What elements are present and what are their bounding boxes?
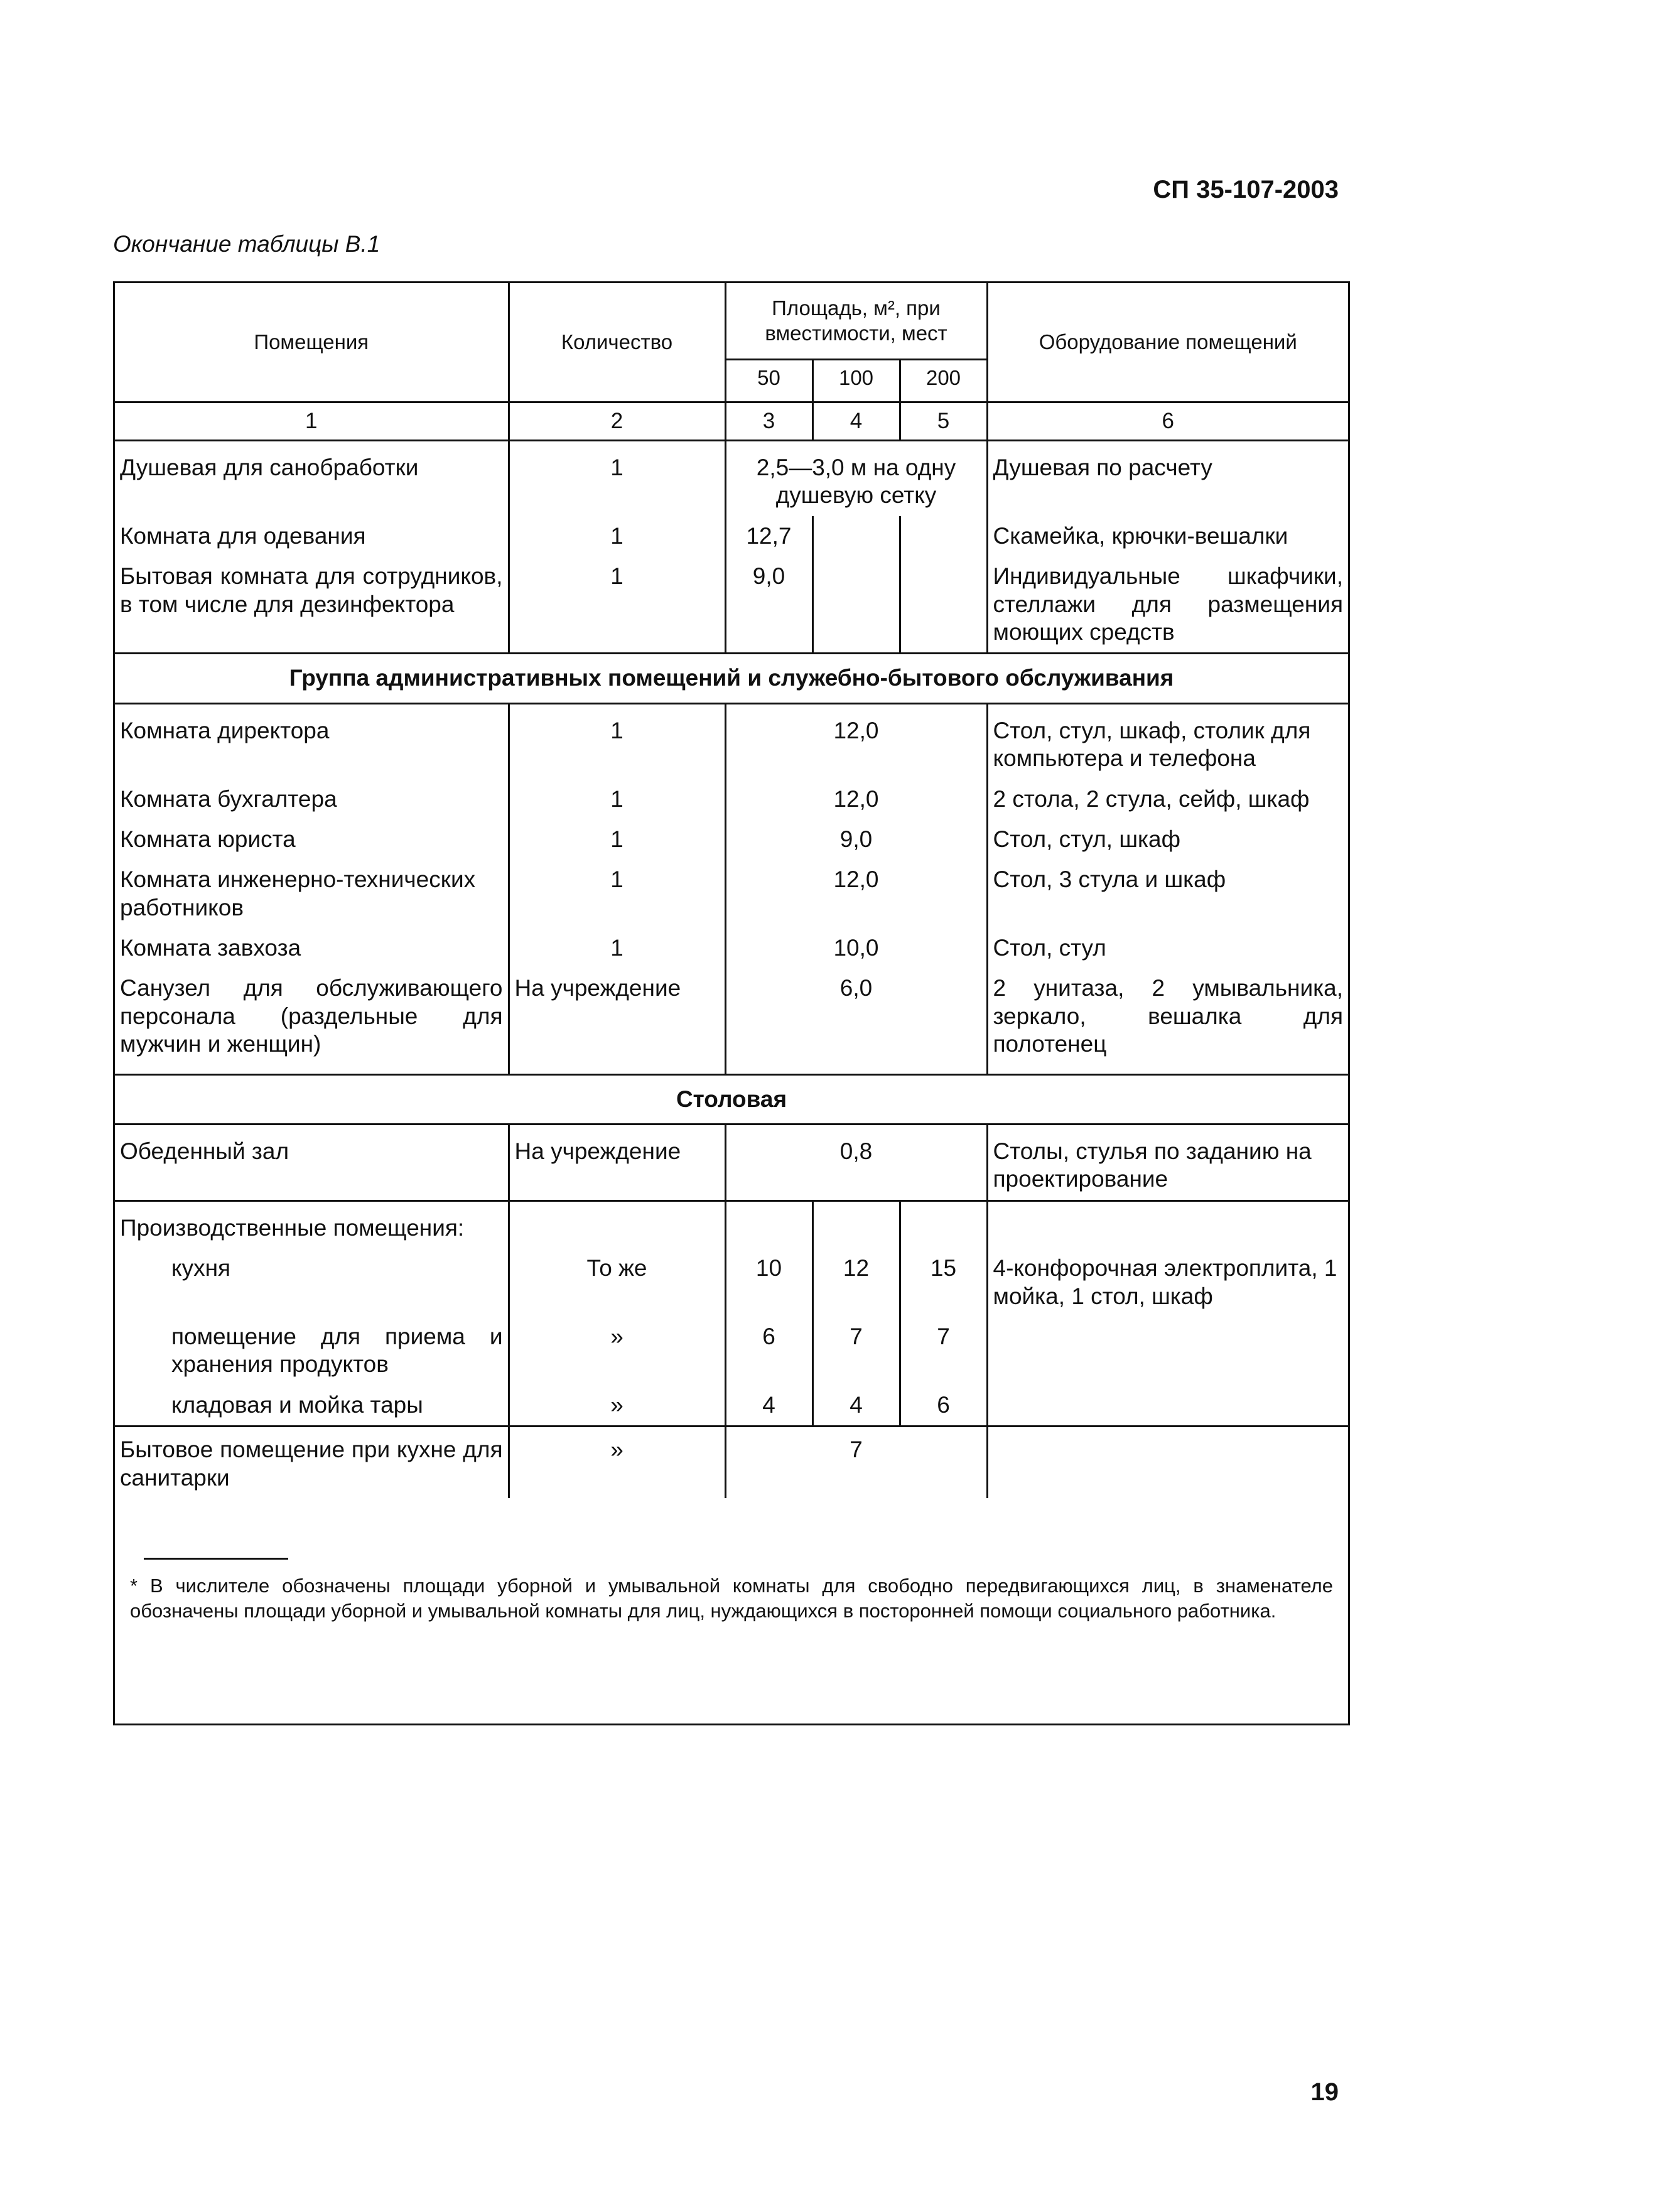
room-area-50: 10 (725, 1248, 812, 1317)
room-name: Комната инженерно-технических работников (120, 866, 476, 920)
room-area: 12,0 (725, 779, 987, 819)
room-area: 9,0 (725, 819, 987, 860)
table-row (115, 441, 1348, 516)
rooms-table (115, 283, 1348, 1498)
room-quantity: 1 (509, 556, 725, 654)
group-row-dining (115, 1074, 1348, 1124)
room-area: 7 (725, 1427, 987, 1498)
room-quantity: 1 (509, 928, 725, 968)
production-label: Производственные помещения: (120, 1214, 465, 1241)
table-row (115, 703, 1348, 779)
room-area-100: 7 (812, 1317, 900, 1385)
room-area-50: 9,0 (725, 556, 812, 654)
room-quantity: 1 (509, 516, 725, 556)
column-number: 5 (900, 402, 987, 441)
room-name: Душевая для санобработки (120, 455, 419, 480)
room-quantity: 1 (509, 703, 725, 779)
column-number: 3 (725, 402, 812, 441)
table-row (115, 968, 1348, 1074)
header-capacity-200: 200 (900, 359, 987, 402)
room-area-50: 12,7 (725, 516, 812, 556)
room-quantity: 1 (509, 779, 725, 819)
room-equipment: Стол, стул (987, 928, 1348, 968)
room-equipment: Скамейка, крючки-вешалки (987, 516, 1348, 556)
room-name: Комната бухгалтера (120, 785, 337, 812)
header-rooms: Помещения (115, 283, 509, 402)
room-quantity: 1 (509, 860, 725, 928)
table-row (115, 779, 1348, 819)
table-row (115, 556, 1348, 654)
group-row-admin (115, 654, 1348, 703)
header-area: Площадь, м², при вместимости, мест (725, 283, 987, 359)
group-heading: Столовая (115, 1074, 1348, 1124)
room-quantity: 1 (509, 441, 725, 516)
room-name: Бытовая комната для сотрудников, в том числе для дезинфектора (115, 556, 509, 654)
room-area-200 (900, 556, 987, 654)
room-area: 0,8 (725, 1125, 987, 1201)
column-number: 2 (509, 402, 725, 441)
room-name: кухня (171, 1255, 231, 1281)
page-number: 19 (1310, 2078, 1339, 2106)
room-name: Санузел для обслуживающего персонала (раздельные для мужчин и женщин) (115, 968, 509, 1074)
room-area: 12,0 (725, 860, 987, 928)
column-numbers-row (115, 402, 1348, 441)
room-area: 12,0 (725, 703, 987, 779)
table-row (115, 1385, 1348, 1427)
room-name: помещение для приема и хранения продуктов (171, 1323, 503, 1378)
room-name: Бытовое помещение при кухне для санитарки (120, 1437, 503, 1491)
table-row (115, 860, 1348, 928)
room-name: Комната юриста (120, 826, 296, 852)
room-area-200: 15 (900, 1248, 987, 1317)
room-area-50: 6 (725, 1317, 812, 1385)
room-name: Обеденный зал (115, 1125, 509, 1201)
column-number: 4 (812, 402, 900, 441)
room-quantity: То же (509, 1248, 725, 1317)
room-area-50: 4 (725, 1385, 812, 1427)
header-equipment: Оборудование помещений (987, 283, 1348, 402)
header-capacity-100: 100 (812, 359, 900, 402)
column-number: 1 (115, 402, 509, 441)
room-quantity: На учреждение (509, 1125, 725, 1201)
room-equipment: Стол, 3 стула и шкаф (987, 860, 1348, 928)
table-row (115, 928, 1348, 968)
room-area-100 (812, 516, 900, 556)
header-capacity-50: 50 (725, 359, 812, 402)
document-code: СП 35-107-2003 (1153, 176, 1339, 203)
column-number: 6 (987, 402, 1348, 441)
table-row (115, 1200, 1348, 1248)
room-area-200 (900, 516, 987, 556)
room-equipment: 2 унитаза, 2 умывальника, зеркало, вешалка для полотенец (987, 968, 1348, 1074)
room-quantity: На учреждение (509, 968, 725, 1074)
table-caption: Окончание таблицы В.1 (113, 231, 380, 257)
room-equipment: Стол, стул, шкаф, столик для компьютера и телефона (987, 703, 1348, 779)
group-heading: Группа административных помещений и служебно-бытового обслуживания (115, 654, 1348, 703)
room-equipment: 2 стола, 2 стула, сейф, шкаф (987, 779, 1348, 819)
room-equipment: Стол, стул, шкаф (987, 819, 1348, 860)
footnote: * В числителе обозначены площади уборной и умывальной комнаты для свободно передвигающихся лиц, в знаменателе обозначены площади уборной и умывальной комнаты для лиц, нуждающихся в посторонней помощи социального работника. (130, 1575, 1333, 1622)
table-row (115, 1125, 1348, 1201)
room-equipment: Индивидуальные шкафчики, стеллажи для размещения моющих средств (987, 556, 1348, 654)
header-quantity: Количество (509, 283, 725, 402)
room-area-200: 6 (900, 1385, 987, 1427)
room-area: 10,0 (725, 928, 987, 968)
room-name: Комната завхоза (120, 935, 301, 961)
room-quantity: » (509, 1385, 725, 1427)
footnote-area (115, 1545, 1348, 1624)
table-row (115, 516, 1348, 556)
room-area: 6,0 (725, 968, 987, 1074)
room-equipment: Столы, стулья по заданию на проектирование (987, 1125, 1348, 1201)
room-quantity: 1 (509, 819, 725, 860)
table-row (115, 819, 1348, 860)
room-name: Комната директора (120, 717, 330, 743)
table-row (115, 1427, 1348, 1498)
room-name: кладовая и мойка тары (115, 1385, 509, 1427)
room-area-100 (812, 556, 900, 654)
room-area-100: 4 (812, 1385, 900, 1427)
room-area: 2,5—3,0 м на одну душевую сетку (725, 441, 987, 516)
footnote-separator (144, 1558, 288, 1560)
table-row (115, 1248, 1348, 1317)
room-quantity: » (509, 1427, 725, 1498)
room-quantity: » (509, 1317, 725, 1385)
room-area-200: 7 (900, 1317, 987, 1385)
room-name: Комната для одевания (120, 522, 366, 549)
header-row (115, 283, 1348, 359)
room-area-100: 12 (812, 1248, 900, 1317)
table-frame (113, 281, 1350, 1725)
table-row (115, 1317, 1348, 1385)
room-equipment: 4-конфорочная электроплита, 1 мойка, 1 стол, шкаф (987, 1248, 1348, 1317)
room-equipment: Душевая по расчету (987, 441, 1348, 516)
